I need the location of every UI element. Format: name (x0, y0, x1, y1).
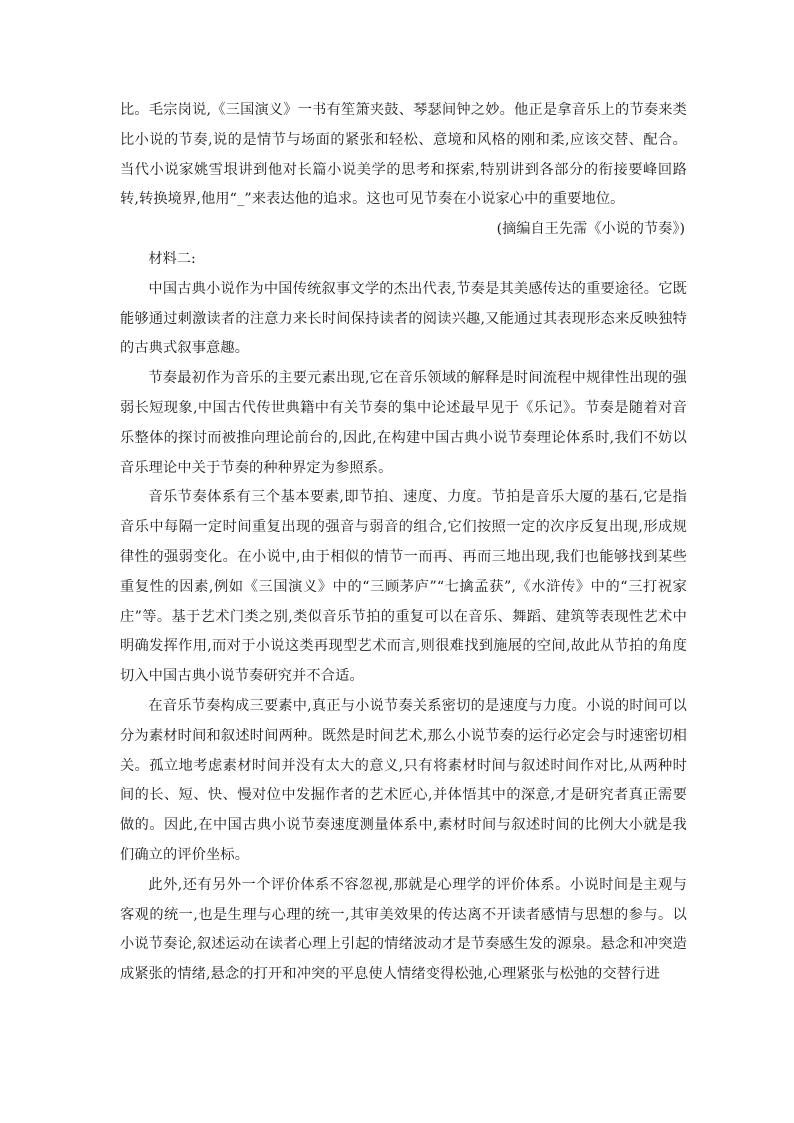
paragraph-elements: 音乐节奏体系有三个基本要素,即节拍、速度、力度。节拍是音乐大厦的基石,它是指音乐中每隔一定时间重复出现的强音与弱音的组合,它们按照一定的次序反复出现,形成规律性的强弱变化。在小说中,由于相似的情节一而再、再而三地出现,我们也能够找到某些重复性的因素,例如《三国演义》中的“三顾茅庐”“七擒孟获”,《水浒传》中的“三打祝家庄”等。基于艺术门类之别,类似音乐节拍的重复可以在音乐、舞蹈、建筑等表现性艺术中明确发挥作用,而对于小说这类再现型艺术而言,则很难找到施展的空间,故此从节拍的角度切入中国古典小说节奏研究并不合适。 (120, 489, 687, 685)
paragraph-intro: 中国古典小说作为中国传统叙事文学的杰出代表,节奏是其美感传达的重要途径。它既能够通过刺激读者的注意力来长时间保持读者的阅读兴趣,又能通过其表现形态来反映独特的古典式叙事意趣。 (120, 280, 687, 357)
material-two-label: 材料二: (148, 250, 196, 267)
document-page (120, 96, 687, 990)
paragraph-continuation: 比。毛宗岗说,《三国演义》一书有笙箫夹鼓、琴瑟间钟之妙。他正是拿音乐上的节奏来类比小说的节奏,说的是情节与场面的紧张和轻松、意境和风格的刚和柔,应该交替、配合。当代小说家姚雪垠讲到他对长篇小说美学的思考和探索,特别讲到各部分的衔接要峰回路转,转换境界,他用“_”来表达他的追求。这也可见节奏在小说家心中的重要地位。 (120, 102, 687, 208)
source-citation: (摘编自王先霈《小说的节奏》) (496, 221, 685, 238)
paragraph-speed-strength: 在音乐节奏构成三要素中,真正与小说节奏关系密切的是速度与力度。小说的时间可以分为素材时间和叙述时间两种。既然是时间艺术,那么小说节奏的运行必定会与时速密切相关。孤立地考虑素材时间并没有太大的意义,只有将素材时间与叙述时间作对比,从两种时间的长、短、快、慢对位中发掘作者的艺术匠心,并体悟其中的深意,才是研究者真正需要做的。因此,在中国古典小说节奏速度测量体系中,素材时间与叙述时间的比例大小就是我们确立的评价坐标。 (120, 697, 687, 863)
paragraph-psychology: 此外,还有另外一个评价体系不容忽视,那就是心理学的评价体系。小说时间是主观与客观的统一,也是生理与心理的统一,其审美效果的传达离不开读者感情与思想的参与。以小说节奏论,叙述运动在读者心理上引起的情绪波动才是节奏感生发的源泉。悬念和冲突造成紧张的情绪,悬念的打开和冲突的平息使人情绪变得松弛,心理紧张与松弛的交替行进 (120, 876, 687, 983)
paragraph-origin: 节奏最初作为音乐的主要元素出现,它在音乐领域的解释是时间流程中规律性出现的强弱长短现象,中国古代传世典籍中有关节奏的集中论述最早见于《乐记》。节奏是随着对音乐整体的探讨而被推向理论前台的,因此,在构建中国古典小说节奏理论体系时,我们不妨以音乐理论中关于节奏的种种界定为参照系。 (120, 370, 687, 476)
